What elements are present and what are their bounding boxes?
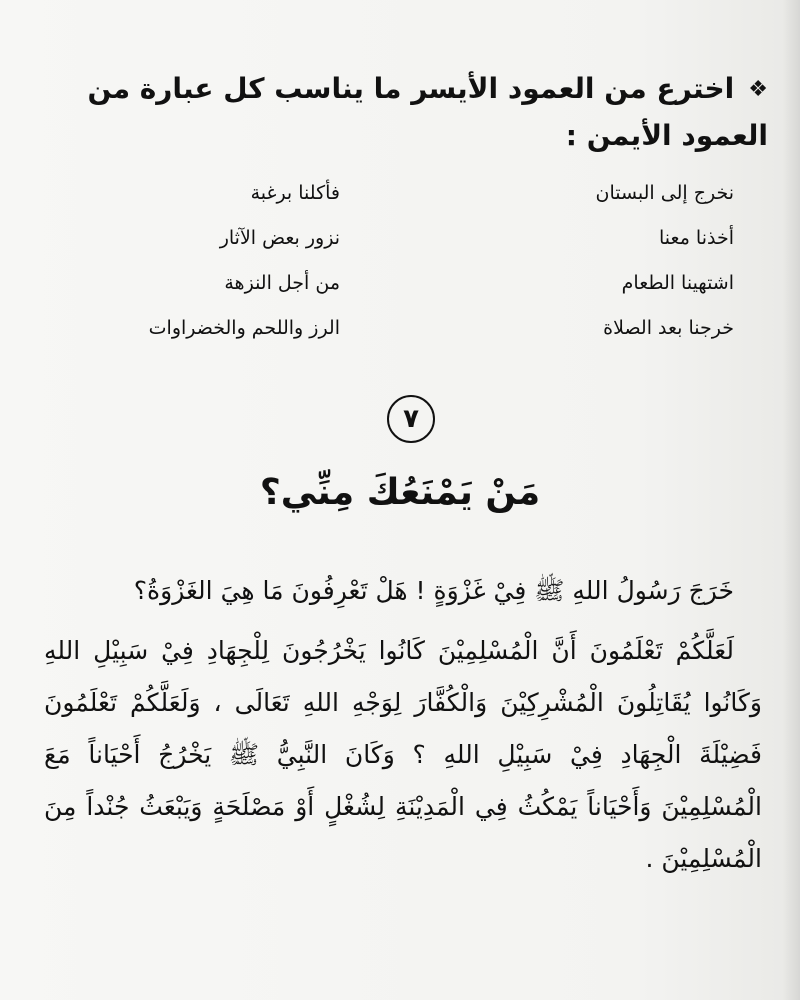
instruction-text: اخترع من العمود الأيسر ما يناسب كل عبارة من العمود الأيمن : <box>87 72 768 152</box>
left-column-item: نزور بعض الآثار <box>219 226 340 249</box>
lesson-body <box>44 565 762 885</box>
right-column-item: خرجنا بعد الصلاة <box>603 316 734 339</box>
right-column-item: أخذنا معنا <box>659 226 734 249</box>
right-column-item: اشتهينا الطعام <box>621 271 734 294</box>
left-column-item: الرز واللحم والخضراوات <box>148 316 340 339</box>
paragraph: لَعَلَّكُمْ تَعْلَمُونَ أَنَّ الْمُسْلِمِيْنَ كَانُوا يَخْرُجُونَ لِلْجِهَادِ فِيْ سَبِيْلِ اللهِ وَكَانُوا يُقَاتِلُونَ الْمُشْرِكِيْنَ وَالْكُفَّارَ لِوَجْهِ اللهِ تَعَالَى ، وَلَعَلَّكُمْ تَعْلَمُونَ فَضِيْلَةَ الْجِهَادِ فِيْ سَبِيْلِ اللهِ ؟ وَكَانَ النَّبِيُّ ﷺ يَخْرُجُ أَحْيَاناً مَعَ الْمُسْلِمِيْنَ وَأَحْيَاناً يَمْكُثُ فِي الْمَدِيْنَةِ لِشُغْلٍ أَوْ مَصْلَحَةٍ وَيَبْعَثُ جُنْداً مِنَ الْمُسْلِمِيْنَ . <box>44 636 762 873</box>
table-row <box>70 170 734 215</box>
lesson-number: ٧ <box>403 404 419 434</box>
table-row <box>70 260 734 305</box>
table-row <box>70 305 734 350</box>
matching-table <box>70 170 734 350</box>
left-column-item: من أجل النزهة <box>224 271 340 294</box>
right-column-item: نخرج إلى البستان <box>595 181 734 204</box>
lesson-number-badge <box>387 395 435 443</box>
lesson-title: مَنْ يَمْنَعُكَ مِنِّي؟ <box>259 472 541 513</box>
left-column-item: فأكلنا برغبة <box>250 181 340 204</box>
diamond-bullet-icon: ❖ <box>748 77 768 102</box>
table-row <box>70 215 734 260</box>
paragraph: خَرَجَ رَسُولُ اللهِ ﷺ فِيْ غَزْوَةٍ ! هَلْ تَعْرِفُونَ مَا هِيَ الغَزْوَةُ؟ <box>133 576 734 605</box>
exercise-instruction <box>36 66 768 159</box>
